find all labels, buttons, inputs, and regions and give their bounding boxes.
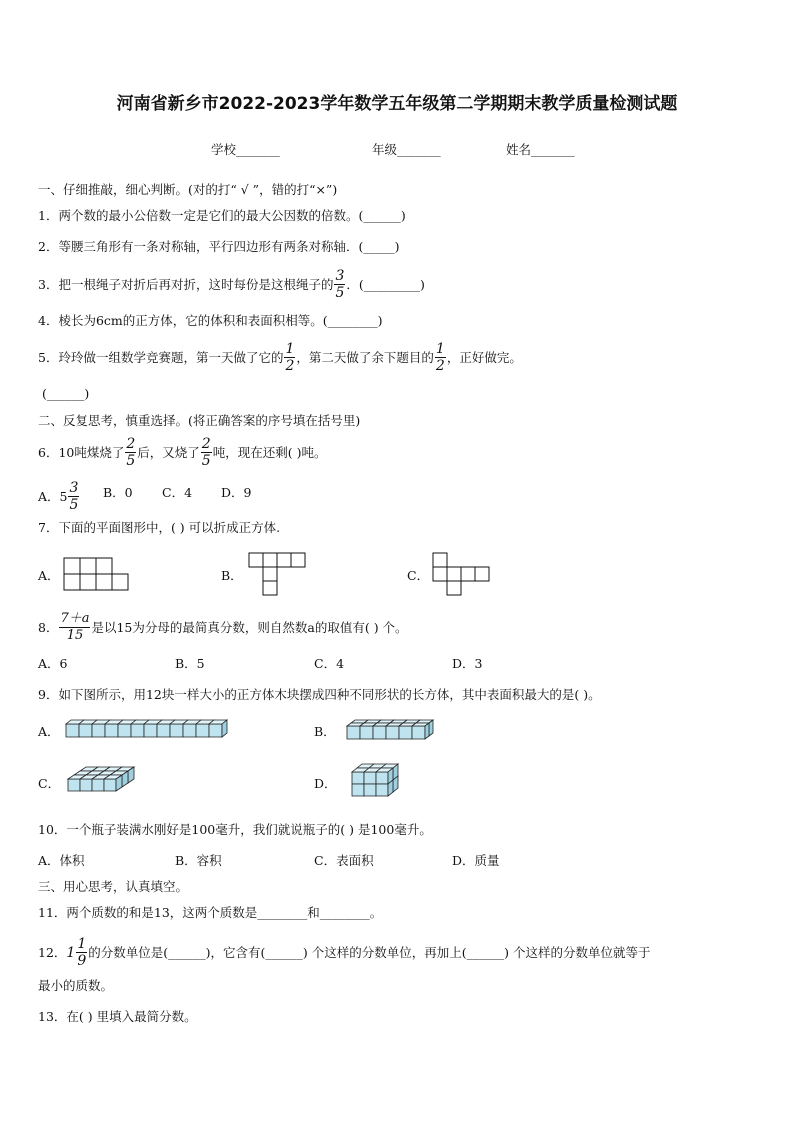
question-10-option-d[interactable]: D．质量 (452, 853, 500, 868)
unit-cube-face (196, 724, 209, 737)
question-10-option-b[interactable]: B．容积 (175, 853, 222, 868)
question-11: 11．两个质数的和是13，这两个质数是________和________。 (38, 905, 383, 920)
question-9-option-a[interactable]: A． (38, 724, 60, 739)
question-7-option-b[interactable]: B． (221, 568, 243, 583)
fraction: $\frac{3}{5}$ (69, 480, 79, 513)
cube-net-c (432, 552, 494, 600)
unit-cube-face (429, 720, 433, 736)
question-1: 1．两个数的最小公倍数一定是它们的最大公因数的倍数。(______) (38, 208, 406, 223)
question-9-option-c[interactable]: C． (38, 776, 61, 791)
unit-cube-face (364, 772, 376, 784)
unit-cube-face (157, 724, 170, 737)
question-6-option-a[interactable]: A．5 $\frac{3}{5}$ (38, 480, 79, 513)
unit-cube-face (80, 779, 92, 791)
unit-cube-face (352, 784, 364, 796)
question-2: 2．等腰三角形有一条对称轴，平行四边形有两条对称轴．(_____) (38, 239, 400, 254)
grade-field[interactable]: 年级_______ (372, 142, 441, 157)
unit-cube-face (376, 784, 388, 796)
school-field[interactable]: 学校_______ (211, 142, 280, 157)
fraction: $\frac{3}{5}$ (335, 268, 345, 301)
unit-cube-face (386, 726, 399, 739)
question-6: 6．10吨煤烧了 $\frac{2}{5}$ 后，又烧了 $\frac{2}{5}$ 吨，现在还剩( )吨。 (38, 436, 327, 469)
question-4: 4．棱长为6cm的正方体，它的体积和表面积相等。(________) (38, 313, 383, 328)
unit-cube-face (92, 724, 105, 737)
question-13: 13．在( ) 里填入最简分数。 (38, 1009, 197, 1024)
cuboid-figure-d (350, 762, 410, 806)
fraction: $\frac{2}{5}$ (201, 436, 211, 469)
fraction: $\frac{1}{9}$ (77, 936, 87, 969)
unit-cube-face (170, 724, 183, 737)
question-8-option-d[interactable]: D．3 (452, 656, 483, 671)
question-8-option-c[interactable]: C．4 (314, 656, 345, 671)
question-9: 9．如下图所示，用12块一样大小的正方体木块摆成四种不同形状的长方体，其中表面积最大的是( )。 (38, 687, 601, 702)
question-5: 5．玲玲做一组数学竞赛题，第一天做了它的 $\frac{1}{2}$ ，第二天做了余下题目的 $\frac{1}{2}$ ，正好做完。 (38, 341, 522, 374)
name-field[interactable]: 姓名_______ (506, 142, 575, 157)
section-1-heading: 一、仔细推敲，细心判断。(对的打“ √ ”，错的打“×”) (38, 182, 338, 197)
question-7: 7．下面的平面图形中，( ) 可以折成正方体. (38, 520, 281, 535)
unit-cube-face (352, 772, 364, 784)
unit-cube-face (118, 724, 131, 737)
unit-cube-face (183, 724, 196, 737)
unit-cube-face (376, 772, 388, 784)
question-12: 12． 1 $\frac{1}{9}$ 的分数单位是(______)，它含有(______) 个这样的分数单位，再加上(______) 个这样的分数单位就等于 (38, 936, 651, 969)
cuboid-figure-a (64, 718, 236, 744)
question-10: 10．一个瓶子装满水刚好是100毫升，我们就说瓶子的( ) 是100毫升。 (38, 822, 432, 837)
question-3-text: 3．把一根绳子对折后再对折，这时每份是这根绳子的 (38, 276, 334, 292)
unit-cube-face (412, 726, 425, 739)
mixed-number: 1 $\frac{1}{9}$ (66, 936, 87, 969)
cuboid-figure-c (66, 765, 136, 803)
unit-cube-face (364, 784, 376, 796)
section-3-heading: 三、用心思考，认真填空。 (38, 879, 189, 894)
question-8-option-b[interactable]: B．5 (175, 656, 205, 671)
question-10-option-c[interactable]: C．表面积 (314, 853, 374, 868)
unit-cube-face (144, 724, 157, 737)
section-2-heading: 二、反复思考，慎重选择。(将正确答案的序号填在括号里) (38, 413, 361, 428)
unit-cube-face (209, 724, 222, 737)
fraction: $\frac{1}{2}$ (285, 341, 295, 374)
unit-cube-face (373, 726, 386, 739)
question-10-option-a[interactable]: A．体积 (38, 853, 85, 868)
question-6-option-c[interactable]: C．4 (162, 485, 193, 500)
question-9-option-b[interactable]: B． (314, 724, 336, 739)
unit-cube-face (347, 726, 360, 739)
question-6-option-b[interactable]: B．0 (103, 485, 133, 500)
question-5-blank: (______) (42, 386, 90, 401)
cube-net-a (63, 557, 133, 593)
unit-cube-face (68, 779, 80, 791)
fraction: $\frac{2}{5}$ (126, 436, 136, 469)
unit-cube-face (131, 724, 144, 737)
question-3-blank: ．(_________) (346, 276, 425, 292)
fraction: $\frac{7+a}{15}$ (60, 611, 90, 643)
question-12-line-2: 最小的质数。 (38, 978, 114, 993)
unit-cube-face (360, 726, 373, 739)
question-3 (38, 268, 425, 301)
fraction: $\frac{1}{2}$ (435, 341, 445, 374)
question-8: 8． $\frac{7+a}{15}$ 是以15为分母的最简真分数，则自然数a的取值有( ) 个。 (38, 611, 408, 643)
unit-cube-face (425, 723, 429, 739)
question-7-option-a[interactable]: A． (38, 568, 60, 583)
cuboid-figure-b (345, 718, 441, 748)
question-6-option-d[interactable]: D．9 (221, 485, 252, 500)
unit-cube-face (66, 724, 79, 737)
unit-cube-face (104, 779, 116, 791)
unit-cube-face (105, 724, 118, 737)
question-7-option-c[interactable]: C． (407, 568, 430, 583)
question-8-option-a[interactable]: A．6 (38, 656, 68, 671)
unit-cube-face (399, 726, 412, 739)
page-title: 河南省新乡市2022-2023学年数学五年级第二学期期末教学质量检测试题 (116, 94, 678, 114)
unit-cube-face (79, 724, 92, 737)
unit-cube-face (92, 779, 104, 791)
cube-net-b (248, 552, 310, 600)
question-9-option-d[interactable]: D． (314, 776, 337, 791)
